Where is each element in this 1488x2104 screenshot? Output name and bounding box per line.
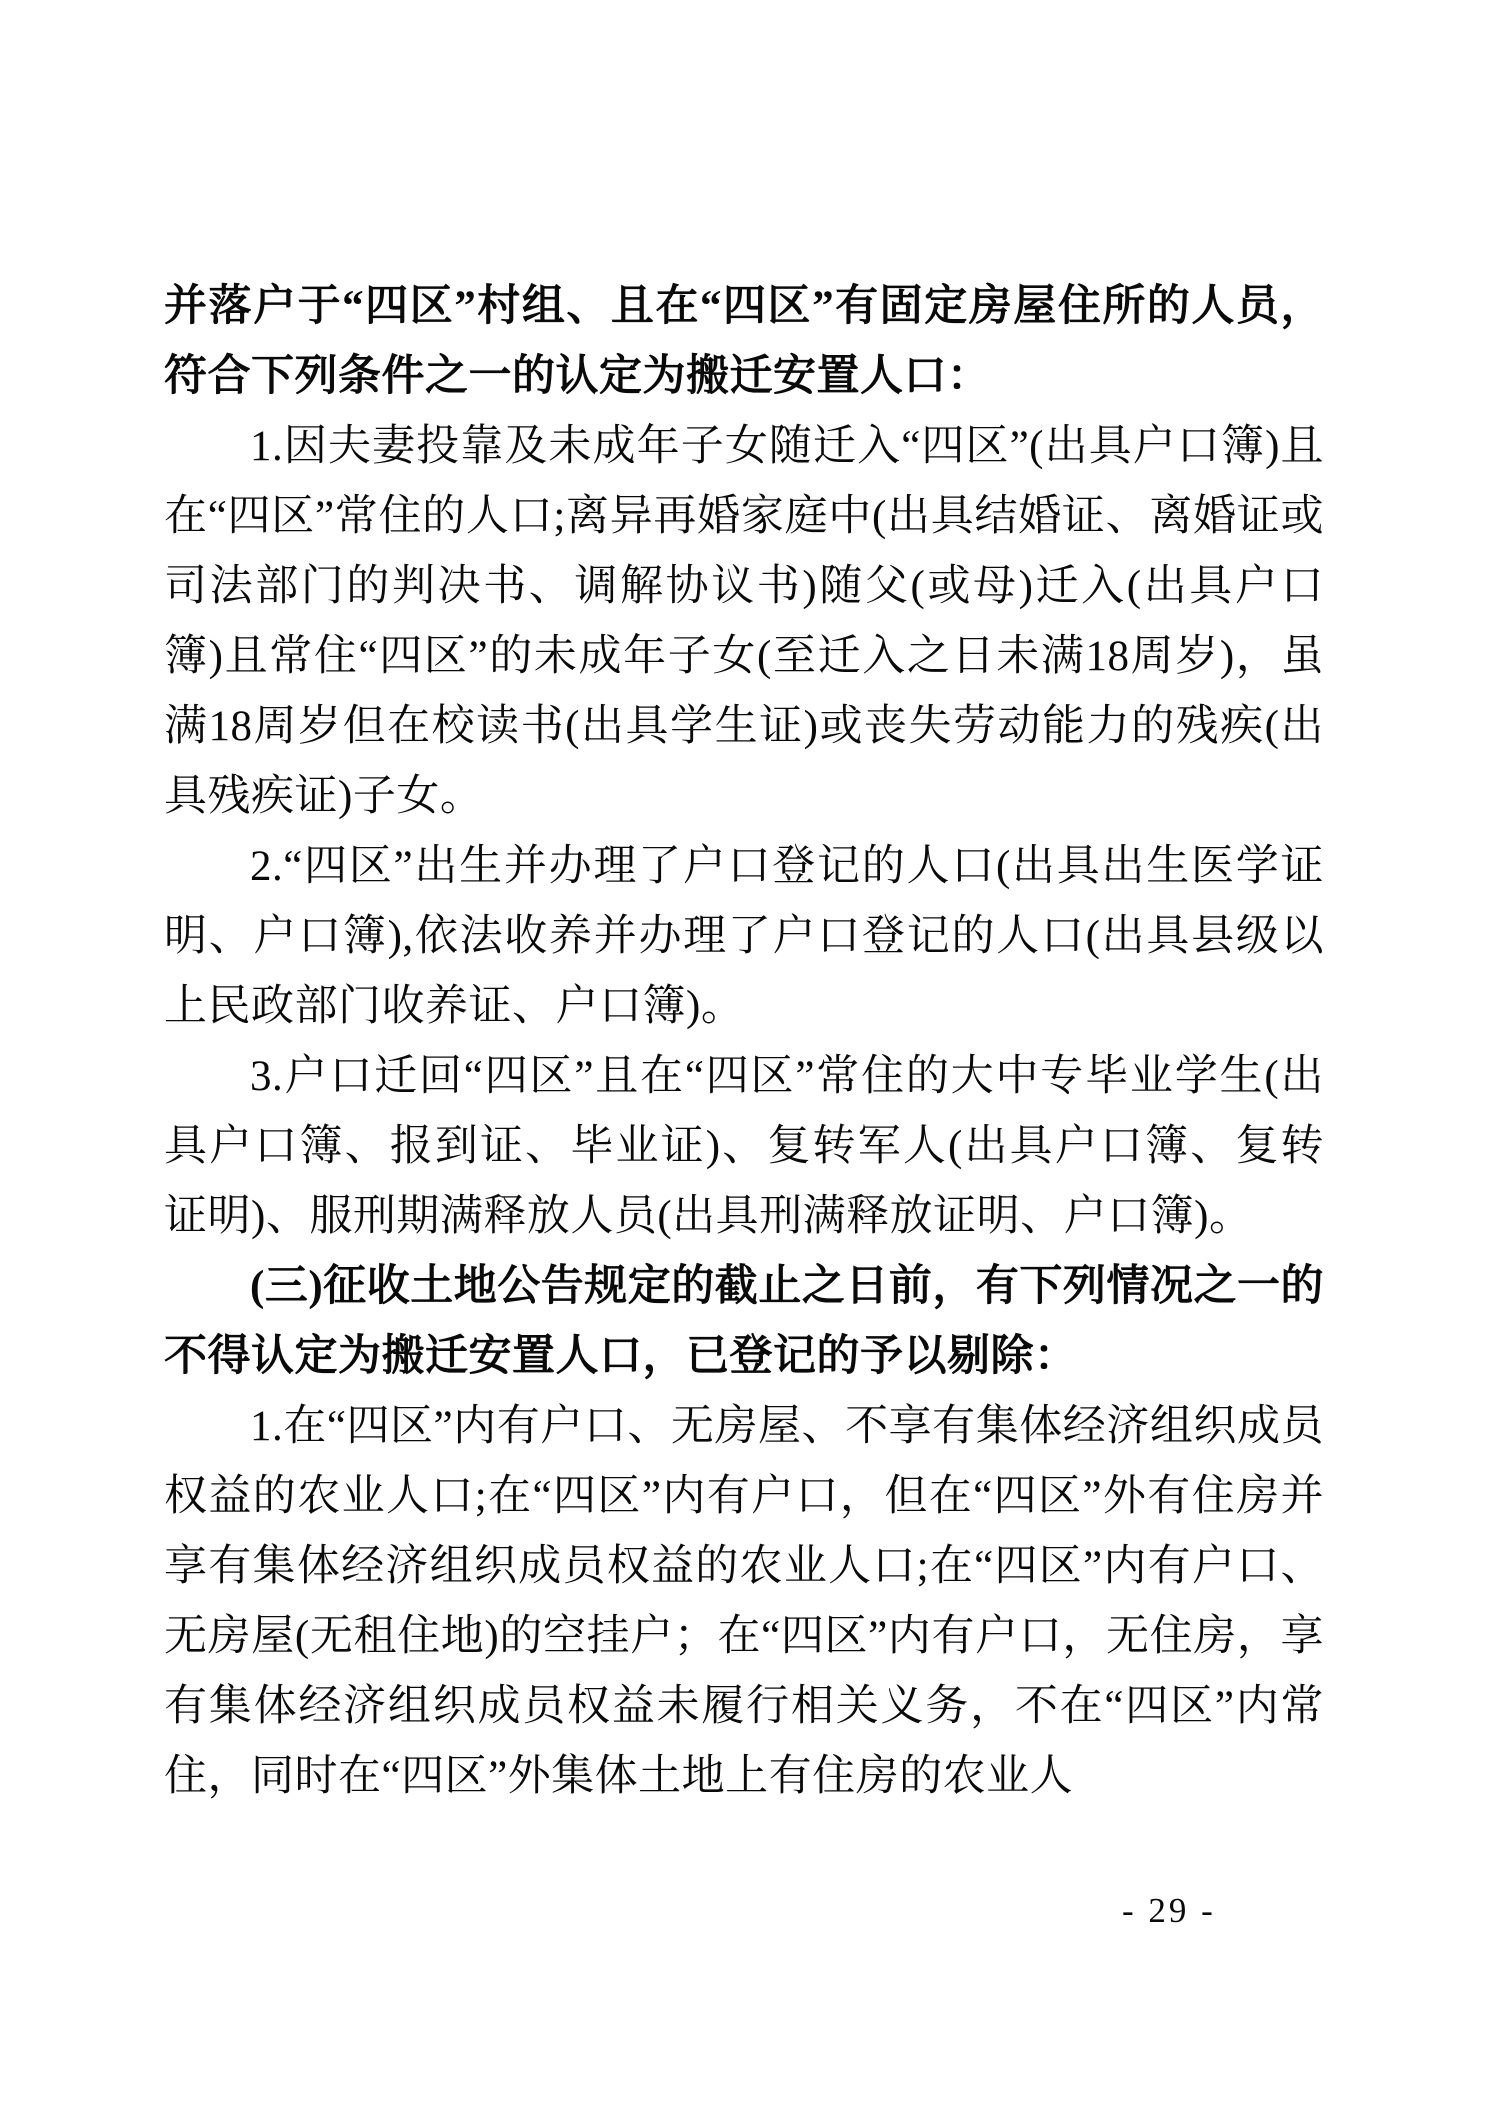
item-2-paragraph: 2.“四区”出生并办理了户口登记的人口(出具出生医学证明、户口簿),依法收养并办理了户口登记的人口(出具县级以上民政部门收养证、户口簿)。	[164, 843, 1324, 1030]
item-1-paragraph: 1.因夫妻投靠及未成年子女随迁入“四区”(出具户口簿)且在“四区”常住的人口;离异再婚家庭中(出具结婚证、离婚证或司法部门的判决书、调解协议书)随父(或母)迁入(出具户口簿)且常住“四区”的未成年子女(至迁入之日未满18周岁)，虽满18周岁但在校读书(出具学生证)或丧失劳动能力的残疾(出具残疾证)子女。	[164, 423, 1324, 820]
section-3-heading-paragraph: (三)征收土地公告规定的截止之日前，有下列情况之一的不得认定为搬迁安置人口，已登记的予以剔除：	[164, 1263, 1324, 1380]
continued-paragraph-bold: 并落户于“四区”村组、且在“四区”有固定房屋住所的人员，符合下列条件之一的认定为搬迁安置人口：	[164, 283, 1324, 400]
document-body	[164, 272, 1324, 1812]
page-number: - 29 -	[1122, 1891, 1216, 1930]
item-3-paragraph: 3.户口迁回“四区”且在“四区”常住的大中专毕业学生(出具户口簿、报到证、毕业证)、复转军人(出具户口簿、复转证明)、服刑期满释放人员(出具刑满释放证明、户口簿)。	[164, 1053, 1324, 1240]
exclusion-item-1-paragraph: 1.在“四区”内有户口、无房屋、不享有集体经济组织成员权益的农业人口;在“四区”内有户口，但在“四区”外有住房并享有集体经济组织成员权益的农业人口;在“四区”内有户口、无房屋(无租住地)的空挂户；在“四区”内有户口，无住房，享有集体经济组织成员权益未履行相关义务，不在“四区”内常住，同时在“四区”外集体土地上有住房的农业人	[164, 1403, 1324, 1800]
